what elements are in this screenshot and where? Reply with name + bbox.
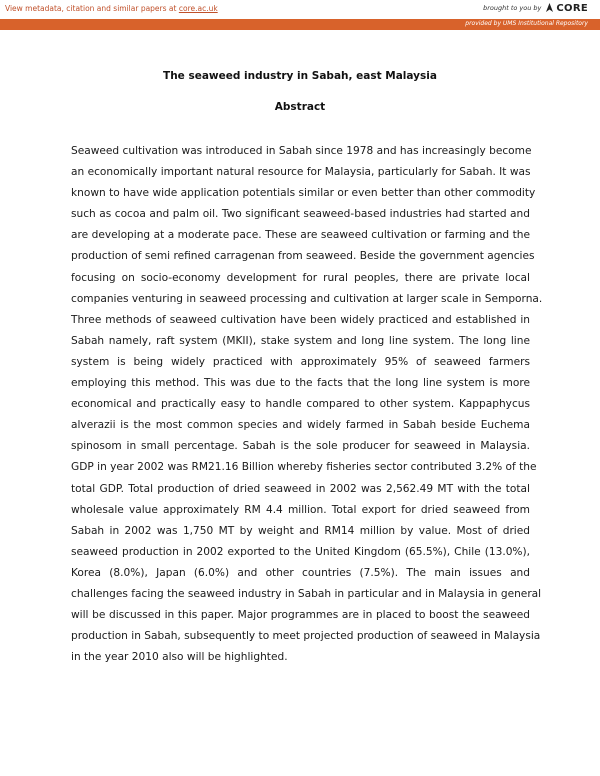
abstract-line: total GDP. Total production of dried seaweed in 2002 was 2,562.49 MT with the total xyxy=(71,482,530,495)
abstract-line: companies venturing in seaweed processing and cultivation at larger scale in Semporna. xyxy=(71,292,543,305)
abstract-line: Korea (8.0%), Japan (6.0%) and other countries (7.5%). The main issues and xyxy=(71,566,530,579)
abstract-line: GDP in year 2002 was RM21.16 Billion whereby fisheries sector contributed 3.2% of the xyxy=(71,461,537,474)
abstract-line: in the year 2010 also will be highlighted. xyxy=(71,651,288,664)
abstract-body xyxy=(71,143,543,670)
abstract-line: wholesale value approximately RM 4.4 million. Total export for dried seaweed from xyxy=(71,503,530,516)
abstract-line: economical and practically easy to handle compared to other system. Kappaphycus xyxy=(71,398,530,411)
abstract-line: employing this method. This was due to the facts that the long line system is more xyxy=(71,377,530,390)
core-header-bar xyxy=(0,0,600,19)
core-logo-icon xyxy=(544,2,555,14)
abstract-line: such as cocoa and palm oil. Two significant seaweed-based industries had started and xyxy=(71,208,530,221)
document-title: The seaweed industry in Sabah, east Malaysia xyxy=(163,70,437,82)
abstract-line: spinosom in small percentage. Sabah is the sole producer for seaweed in Malaysia. xyxy=(71,440,530,453)
abstract-line: are developing at a moderate pace. These are seaweed cultivation or farming and the xyxy=(71,229,530,242)
repository-band xyxy=(0,19,600,30)
abstract-line: system is being widely practiced with approximately 95% of seaweed farmers xyxy=(71,355,530,368)
abstract-line: will be discussed in this paper. Major programmes are in placed to boost the seaweed xyxy=(71,609,530,622)
abstract-line: an economically important natural resource for Malaysia, particularly for Sabah. It was xyxy=(71,166,531,179)
provided-by-text: provided by UMS Institutional Repository xyxy=(465,20,588,27)
abstract-line: alverazii is the most common species and widely farmed in Sabah beside Euchema xyxy=(71,419,530,432)
core-logo[interactable] xyxy=(544,2,588,14)
core-ac-uk-link[interactable]: core.ac.uk xyxy=(178,4,218,13)
abstract-line: known to have wide application potentials similar or even better than other commodity xyxy=(71,187,536,200)
abstract-line: seaweed production in 2002 exported to the United Kingdom (65.5%), Chile (13.0%), xyxy=(71,545,530,558)
abstract-line: focusing on socio-economy development for rural peoples, there are private local xyxy=(71,271,530,284)
abstract-line: Three methods of seaweed cultivation have been widely practiced and established in xyxy=(71,313,530,326)
abstract-heading: Abstract xyxy=(274,101,326,113)
abstract-line: Seaweed cultivation was introduced in Sabah since 1978 and has increasingly become xyxy=(71,145,532,157)
core-logo-text: CORE xyxy=(556,2,588,14)
abstract-line: Sabah in 2002 was 1,750 MT by weight and RM14 million by value. Most of dried xyxy=(71,524,530,537)
abstract-line: Sabah namely, raft system (MKII), stake system and long line system. The long line xyxy=(71,334,530,347)
abstract-line: challenges facing the seaweed industry in Sabah in particular and in Malaysia in general xyxy=(71,587,542,600)
abstract-line: production of semi refined carragenan from seaweed. Beside the government agencies xyxy=(71,250,535,263)
brought-text: brought to you by xyxy=(483,4,542,12)
abstract-line: production in Sabah, subsequently to meet projected production of seaweed in Malaysia xyxy=(71,630,541,643)
metadata-link[interactable] xyxy=(5,4,218,13)
brought-to-you-by xyxy=(483,2,588,14)
metadata-text: View metadata, citation and similar papers at xyxy=(5,4,179,13)
